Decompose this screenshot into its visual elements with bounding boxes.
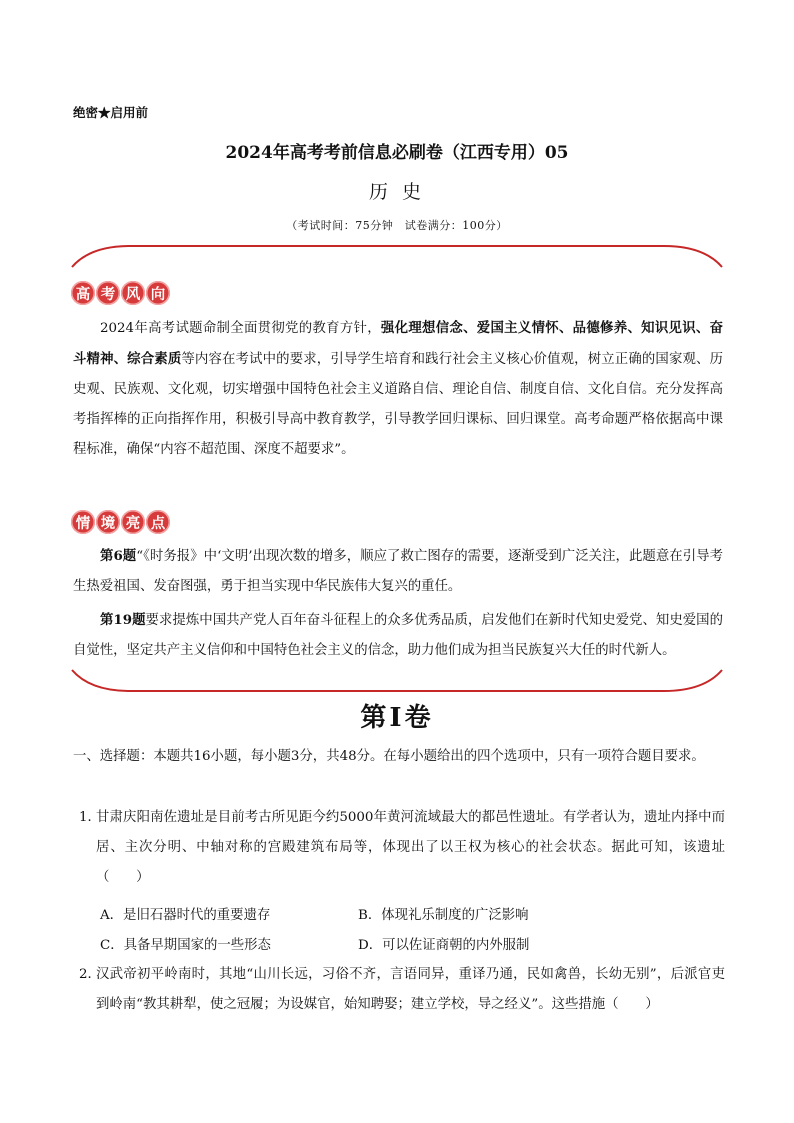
highlight-paragraph-q19: 第19题要求提炼中国共产党人百年奋斗征程上的众多优秀品质，启发他们在新时代知史爱党、知史爱国的自觉性，坚定共产主义信仰和中国特色社会主义的信念，助力他们成为担当民族复兴大任的时代新人。: [73, 612, 724, 658]
question-2: [79, 960, 725, 1020]
badge-char: 风: [121, 281, 145, 305]
badge-char: 点: [146, 510, 170, 534]
q1-option-d: D．可以佐证商朝的内外服制: [358, 938, 530, 953]
top-arc-divider: [70, 243, 724, 269]
q1-option-a: A．是旧石器时代的重要遗存: [100, 908, 271, 923]
situation-highlight-badge: [71, 510, 170, 534]
question-stem: 甘肃庆阳南佐遗址是目前考古所见距今约5000年黄河流域最大的都邑性遗址。有学者认为，遗址内择中而居、主次分明、中轴对称的宫殿建筑布局等，体现出了以王权为核心的社会状态。据此可知，该遗址（ ）: [96, 810, 725, 885]
trend-bold-keywords: 强化理想信念、爱国主义情怀、品德修养、知识见识、奋斗精神、综合素质: [73, 320, 724, 367]
section-instructions: 一、选择题：本题共16小题，每小题3分，共48分。在每小题给出的四个选项中，只有一项符合题目要求。: [73, 749, 705, 764]
badge-char: 考: [96, 281, 120, 305]
badge-char: 向: [146, 281, 170, 305]
badge-char: 高: [71, 281, 95, 305]
question-number: 1．: [79, 810, 101, 825]
q1-option-b: B．体现礼乐制度的广泛影响: [358, 908, 529, 923]
volume-heading: 第Ⅰ卷: [360, 703, 434, 733]
question-number: 2．: [79, 967, 101, 982]
question-stem: 汉武帝初平岭南时，其地“山川长远，习俗不齐，言语同异，重译乃通，民如禽兽，长幼无别”，后派官吏到岭南“教其耕犁，使之冠履；为设媒官，始知聘娶；建立学校，导之经义”。这些措施（ ）: [96, 967, 725, 1012]
badge-char: 亮: [121, 510, 145, 534]
trend-paragraph: 2024年高考试题命制全面贯彻党的教育方针，强化理想信念、爱国主义情怀、品德修养、知识见识、奋斗精神、综合素质等内容在考试中的要求，引导学生培育和践行社会主义核心价值观，树立正确的国家观、历史观、民族观、文化观，切实增强中国特色社会主义道路自信、理论自信、制度自信、文化自信。充分发挥高考指挥棒的正向指挥作用，积极引导高中教育教学，引导教学回归课标、回归课堂。高考命题严格依据高中课程标准，确保“内容不超范围、深度不超要求”。: [73, 320, 724, 457]
subject-heading: 历 史: [368, 181, 426, 203]
gaokao-trend-badge: [71, 281, 170, 305]
q1-option-c: C．具备早期国家的一些形态: [100, 938, 271, 953]
confidential-mark: 绝密★启用前: [73, 105, 149, 120]
badge-char: 境: [96, 510, 120, 534]
badge-char: 情: [71, 510, 95, 534]
highlight-paragraph-q6: 第6题“《时务报》中‘文明’出现次数的增多，顺应了救亡图存的需要，逐渐受到广泛关注，此题意在引导考生热爱祖国、发奋图强，勇于担当实现中华民族伟大复兴的重任。: [73, 548, 724, 594]
paper-title: 2024年高考考前信息必刷卷（江西专用）05: [225, 143, 569, 163]
question-1: [79, 803, 725, 893]
bottom-arc-divider: [70, 668, 724, 694]
exam-info: （考试时间：75分钟 试卷满分：100分）: [286, 219, 508, 232]
